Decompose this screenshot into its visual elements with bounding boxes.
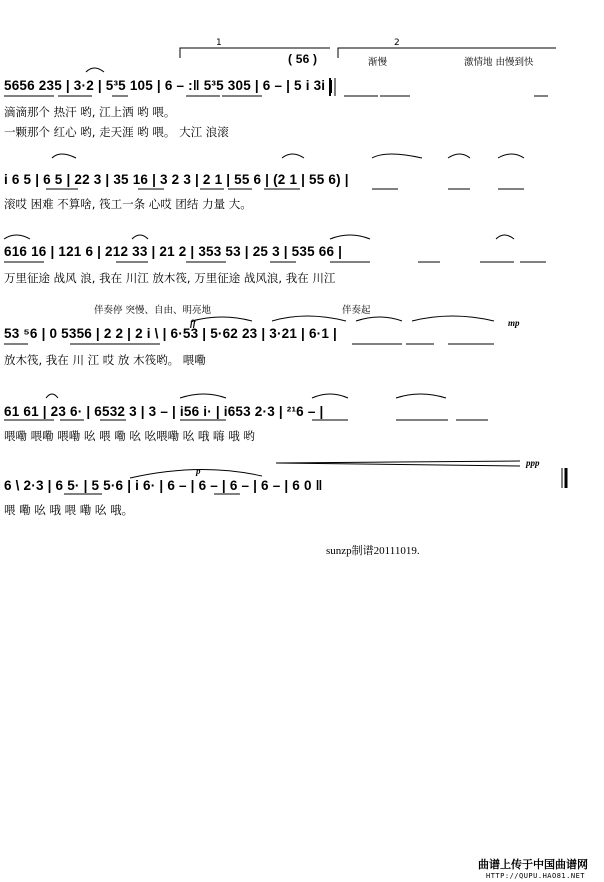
- dynamic-ppp: ppp: [526, 458, 540, 468]
- tempo-marking-slow: 渐慢: [368, 57, 388, 68]
- transcriber-credit: sunzp制谱20111019.: [326, 545, 420, 557]
- volta-1-number: 1: [216, 38, 222, 48]
- score-line-3-lyrics: 万里征途 战风 浪, 我在 川江 放木筏, 万里征途 战风浪, 我在 川江: [4, 271, 336, 285]
- score-line-6-lyrics: 喂 嘞 吆 哦 喂 嘞 吆 哦。: [4, 503, 134, 517]
- tempo-marking-accompaniment-start: 伴奏起: [342, 305, 371, 316]
- score-line-4-notes: 53 ⁵6 | 0 5356 | 2 2 | 2 i \ | 6·53 | 5·62 23 | 3·21 | 6·1 |: [4, 326, 338, 341]
- score-line-2-lyrics: 滚哎 困难 不算啥, 筏工一条 心哎 团结 力量 大。: [4, 197, 252, 211]
- score-line-5-notes: 61 61 | 23 6· | 6532 3 | 3 – | i56 i· | i653 2·3 | ²¹6 – |: [4, 404, 324, 419]
- dynamic-p: p: [196, 466, 201, 476]
- dynamic-mp: mp: [508, 318, 520, 328]
- score-line-1-lyrics-verse-2: 一颗那个 红心 哟, 走天涯 哟 喂。 大江 浪滚: [4, 125, 229, 139]
- score-line-3-notes: 616 16 | 121 6 | 212 33 | 21 2 | 353 53 | 25 3 | 535 66 |: [4, 244, 343, 259]
- volta-2-number: 2: [394, 38, 400, 48]
- footer-url: HTTP://QUPU.HAO81.NET: [486, 872, 586, 880]
- score-line-6-notes: 6 \ 2·3 | 6 5· | 5 5·6 | i 6· | 6 – | 6 – | 6 – | 6 – | 6 0 ‖: [4, 478, 323, 493]
- score-line-4-lyrics: 放木筏, 我在 川 江 哎 放 木筏哟。 喂嘞: [4, 353, 206, 367]
- score-line-1-notes: 5656 235 | 3·2 | 5³5 105 | 6 – :‖ 5³5 305 | 6 – | 5 i 3i |: [4, 78, 334, 93]
- tempo-marking-accompaniment-stop: 伴奏停 突慢、自由、明亮地: [94, 305, 212, 316]
- score-line-5-lyrics: 喂嘞 喂嘞 喂嘞 吆 喂 嘞 吆 吆喂嘞 吆 哦 嗨 哦 哟: [4, 429, 255, 443]
- score-line-1-lyrics-verse-1: 滴滴那个 热汗 哟, 江上洒 哟 喂。: [4, 105, 176, 119]
- interlude-notes: ( 56 ): [288, 52, 318, 66]
- footer-site-label: 曲谱上传于中国曲谱网: [478, 858, 588, 871]
- tempo-marking-passionate: 激情地 由慢到快: [464, 57, 534, 68]
- score-line-2-notes: i 6 5 | 6 5 | 22 3 | 35 16 | 3 2 3 | 2 1 | 55 6 | (2 1 | 55 6) |: [4, 172, 349, 187]
- dynamic-ff: ff: [190, 318, 196, 328]
